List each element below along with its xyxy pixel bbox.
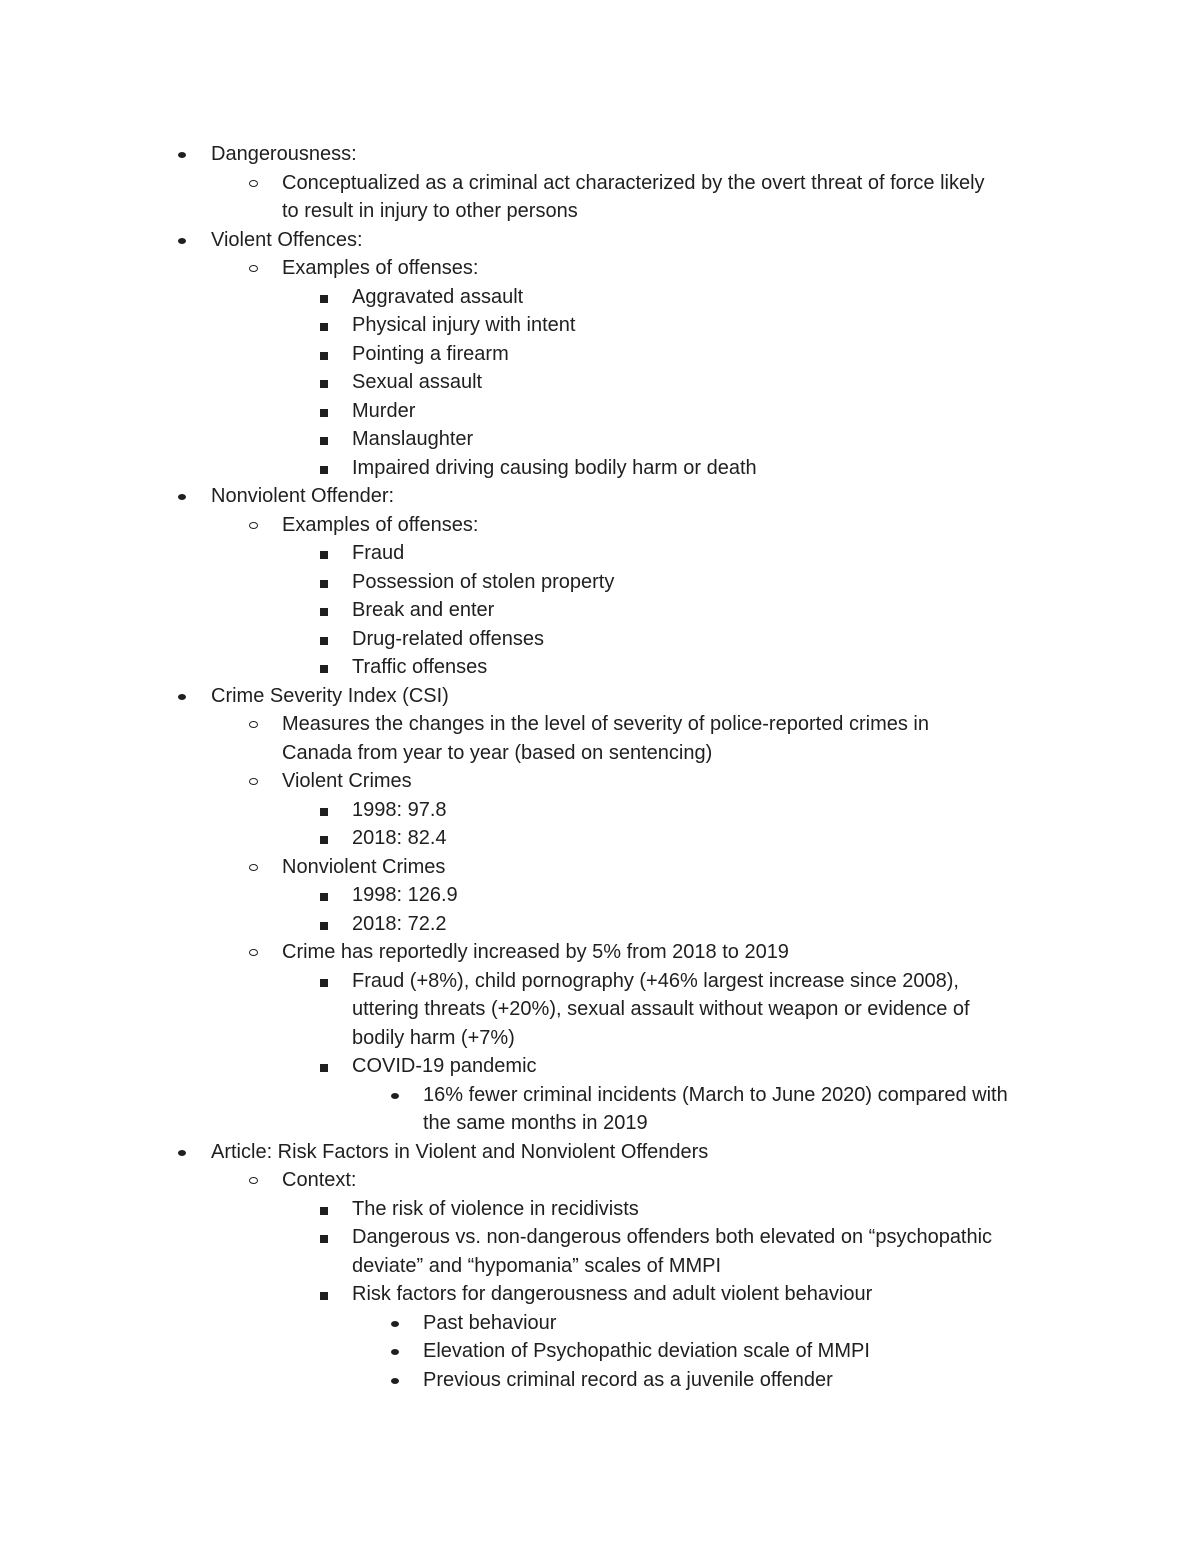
list-item-text: Violent Offences:: [211, 228, 363, 251]
list-item-text: deviate” and “hypomania” scales of MMPI: [352, 1254, 722, 1277]
list-item-text: Traffic offenses: [352, 656, 488, 678]
square-bullet-icon: [320, 979, 328, 987]
list-item-level-3: [0, 397, 1200, 426]
list-item-text: Manslaughter: [352, 428, 474, 450]
list-item-level-3: [0, 796, 1200, 825]
list-item-continuation: [0, 1252, 1200, 1281]
list-item-level-4: [0, 1309, 1200, 1338]
list-item-level-3: [0, 368, 1200, 397]
square-bullet-icon: [320, 409, 328, 417]
list-item-text: 2018: 82.4: [352, 827, 447, 849]
square-bullet-icon: [320, 551, 328, 559]
square-bullet-icon: [320, 323, 328, 331]
list-item-level-3: [0, 283, 1200, 312]
list-item-continuation: [0, 995, 1200, 1024]
list-item-text: Dangerousness:: [211, 143, 357, 165]
list-item-text: Aggravated assault: [352, 285, 524, 308]
list-item-text: Drug-related offenses: [352, 627, 544, 650]
list-item-text: Previous criminal record as a juvenile offender: [423, 1368, 833, 1391]
disc-bullet-icon: [178, 694, 186, 700]
list-item-level-3: [0, 910, 1200, 939]
list-item-level-1: [0, 140, 1200, 169]
list-item-level-3: [0, 425, 1200, 454]
list-item-level-3: [0, 1195, 1200, 1224]
square-bullet-icon: [320, 922, 328, 930]
disc-bullet-icon: [178, 238, 186, 244]
square-bullet-icon: [320, 466, 328, 474]
list-item-level-2: [0, 254, 1200, 283]
list-item-text: Nonviolent Crimes: [282, 855, 446, 878]
disc-bullet-icon: [391, 1378, 399, 1384]
list-item-continuation: [0, 197, 1200, 226]
circle-bullet-icon: [249, 778, 258, 785]
list-item-text: Canada from year to year (based on sentencing): [282, 741, 713, 764]
circle-bullet-icon: [249, 265, 258, 272]
square-bullet-icon: [320, 893, 328, 901]
list-item-text: bodily harm (+7%): [352, 1026, 515, 1049]
list-item-text: 2018: 72.2: [352, 912, 447, 935]
disc-bullet-icon: [391, 1093, 399, 1099]
list-item-text: Risk factors for dangerousness and adult violent behaviour: [352, 1283, 873, 1305]
list-item-text: Pointing a firearm: [352, 342, 509, 365]
square-bullet-icon: [320, 836, 328, 844]
list-item-level-4: [0, 1366, 1200, 1395]
list-item-text: Article: Risk Factors in Violent and Nonviolent Offenders: [211, 1140, 709, 1163]
square-bullet-icon: [320, 295, 328, 303]
list-item-text: 1998: 97.8: [352, 798, 447, 821]
list-item-text: Examples of offenses:: [282, 513, 479, 536]
list-item-level-3: [0, 311, 1200, 340]
list-item-level-4: [0, 1337, 1200, 1366]
list-item-level-3: [0, 1280, 1200, 1309]
circle-bullet-icon: [249, 522, 258, 529]
notes-document: [0, 140, 1200, 1394]
square-bullet-icon: [320, 1292, 328, 1300]
list-item-text: Crime has reportedly increased by 5% from 2018 to 2019: [282, 941, 789, 963]
circle-bullet-icon: [249, 721, 258, 728]
list-item-level-3: [0, 881, 1200, 910]
list-item-text: Violent Crimes: [282, 770, 412, 792]
list-item-text: 16% fewer criminal incidents (March to June 2020) compared with: [423, 1083, 1008, 1106]
list-item-continuation: [0, 1109, 1200, 1138]
list-item-continuation: [0, 1024, 1200, 1053]
list-item-text: uttering threats (+20%), sexual assault without weapon or evidence of: [352, 998, 970, 1020]
list-item-text: Crime Severity Index (CSI): [211, 684, 449, 707]
list-item-level-3: [0, 1052, 1200, 1081]
square-bullet-icon: [320, 437, 328, 445]
list-item-text: Sexual assault: [352, 371, 483, 393]
square-bullet-icon: [320, 637, 328, 645]
list-item-text: Examples of offenses:: [282, 257, 479, 279]
list-item-level-2: [0, 938, 1200, 967]
disc-bullet-icon: [178, 494, 186, 500]
disc-bullet-icon: [178, 1150, 186, 1156]
list-item-text: to result in injury to other persons: [282, 200, 578, 222]
list-item-continuation: [0, 739, 1200, 768]
list-item-text: Impaired driving causing bodily harm or death: [352, 456, 757, 479]
list-item-text: Possession of stolen property: [352, 570, 615, 593]
list-item-level-1: [0, 226, 1200, 255]
circle-bullet-icon: [249, 864, 258, 871]
list-item-text: COVID-19 pandemic: [352, 1055, 537, 1077]
disc-bullet-icon: [391, 1321, 399, 1327]
square-bullet-icon: [320, 380, 328, 388]
list-item-level-4: [0, 1081, 1200, 1110]
list-item-level-2: [0, 853, 1200, 882]
list-item-text: the same months in 2019: [423, 1112, 648, 1134]
list-item-level-3: [0, 967, 1200, 996]
list-item-text: Dangerous vs. non-dangerous offenders both elevated on “psychopathic: [352, 1226, 993, 1248]
list-item-level-3: [0, 824, 1200, 853]
square-bullet-icon: [320, 608, 328, 616]
list-item-level-1: [0, 482, 1200, 511]
square-bullet-icon: [320, 580, 328, 588]
list-item-level-1: [0, 1138, 1200, 1167]
square-bullet-icon: [320, 1064, 328, 1072]
list-item-text: Conceptualized as a criminal act characterized by the overt threat of force likely: [282, 171, 985, 194]
list-item-text: Fraud: [352, 542, 405, 564]
list-item-text: Break and enter: [352, 599, 495, 621]
circle-bullet-icon: [249, 180, 258, 187]
list-item-text: Elevation of Psychopathic deviation scale of MMPI: [423, 1340, 870, 1362]
list-item-level-3: [0, 539, 1200, 568]
list-item-text: Murder: [352, 399, 416, 422]
list-item-text: Fraud (+8%), child pornography (+46% largest increase since 2008),: [352, 969, 959, 992]
list-item-level-3: [0, 653, 1200, 682]
square-bullet-icon: [320, 808, 328, 816]
list-item-text: Nonviolent Offender:: [211, 485, 395, 507]
list-item-level-2: [0, 169, 1200, 198]
square-bullet-icon: [320, 665, 328, 673]
list-item-level-3: [0, 568, 1200, 597]
list-item-level-2: [0, 1166, 1200, 1195]
list-item-text: Measures the changes in the level of severity of police-reported crimes in: [282, 713, 929, 735]
list-item-level-3: [0, 454, 1200, 483]
square-bullet-icon: [320, 1207, 328, 1215]
disc-bullet-icon: [178, 152, 186, 158]
list-item-text: 1998: 126.9: [352, 884, 458, 906]
disc-bullet-icon: [391, 1349, 399, 1355]
list-item-text: Physical injury with intent: [352, 314, 576, 336]
list-item-text: The risk of violence in recidivists: [352, 1197, 639, 1220]
list-item-level-3: [0, 596, 1200, 625]
circle-bullet-icon: [249, 949, 258, 956]
list-item-level-2: [0, 511, 1200, 540]
list-item-level-2: [0, 767, 1200, 796]
square-bullet-icon: [320, 1235, 328, 1243]
list-item-level-1: [0, 682, 1200, 711]
list-item-level-3: [0, 340, 1200, 369]
square-bullet-icon: [320, 352, 328, 360]
list-item-level-3: [0, 625, 1200, 654]
list-item-text: Context:: [282, 1169, 357, 1191]
list-item-text: Past behaviour: [423, 1311, 557, 1334]
list-item-level-2: [0, 710, 1200, 739]
list-item-level-3: [0, 1223, 1200, 1252]
circle-bullet-icon: [249, 1177, 258, 1184]
